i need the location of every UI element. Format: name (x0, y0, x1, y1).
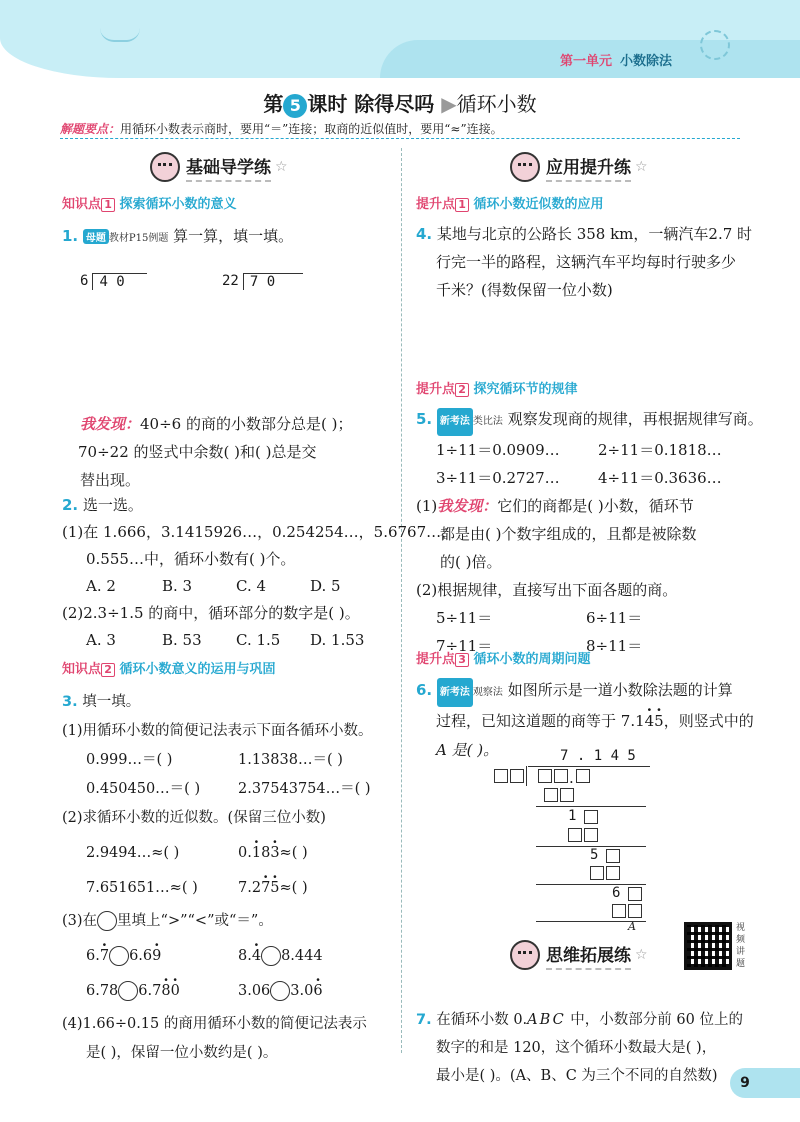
puzzle-label-a: A (628, 920, 636, 933)
section-applied: 应用提升练 ☆ (510, 152, 648, 182)
cartoon-face-icon (510, 940, 540, 970)
improve-point-3: 提升点 3 循环小数的周期问题 (416, 652, 591, 667)
compare-circle-icon (97, 911, 117, 931)
division-2: 22 7 0 (222, 273, 303, 290)
section-extension: 思维拓展练 ☆ (510, 940, 648, 970)
unit-label: 第一单元 小数除法 (560, 54, 673, 69)
knowledge-point-2: 知识点 2 循环小数意义的运用与巩固 (62, 662, 276, 677)
star-icon: ☆ (275, 159, 288, 175)
compare-circle[interactable] (270, 981, 290, 1001)
question-7: 7. 在循环小数 0.ABC 中，小数部分前 60 位上的 数字的和是 120，这个循环小数最大是( )， 最小是( )。(A、B、C 为三个不同的自然数) (416, 1012, 743, 1084)
page-title: 第 5 课时 除得尽吗 ▶循环小数 (263, 92, 537, 116)
puzzle-digit: 6 (612, 885, 621, 901)
question-2: 2. 选一选。 (1)在 1.666，3.1415926…，0.254254…，5.6767…， 0.555…中，循环小数有( )个。 A. 2 B. 3 C. 4 D. 5 (2)2.3÷1.5 的商中，循环部分的数字是( )。 A. 3 B. 53 C. 1.5 D. 1.53 (62, 496, 457, 649)
page-number: 9 (740, 1075, 750, 1091)
question-4: 4. 某地与北京的公路长 358 km，一辆汽车2.7 时 行完一半的路程，这辆汽车平均每时行驶多少 千米？(得数保留一位小数) (416, 225, 753, 299)
puzzle-digit: 5 (590, 847, 599, 863)
question-1: 1. 母题 教材P15例题 算一算，填一填。 (62, 227, 294, 245)
compare-circle[interactable] (118, 981, 138, 1001)
division-1: 6 4 0 (80, 273, 147, 290)
flower-decoration-icon (700, 30, 730, 60)
tip-line: 解题要点：用循环小数表示商时，要用“＝”连接；取商的近似值时，要用“≈”连接。 (60, 122, 503, 136)
improve-point-2: 提升点 2 探究循环节的规律 (416, 382, 578, 397)
qr-code-icon[interactable] (684, 922, 732, 970)
tip-divider (60, 138, 740, 139)
star-icon: ☆ (635, 159, 648, 175)
section-basic: 基础导学练 ☆ (150, 152, 288, 182)
star-icon: ☆ (635, 947, 648, 963)
cartoon-face-icon (150, 152, 180, 182)
cartoon-face-icon (510, 152, 540, 182)
video-label: 视频讲题 (736, 923, 746, 969)
question-3: 3. 填一填。 (1)用循环小数的简便记法表示下面各循环小数。 0.999…＝( ) 1.13838…＝( ) 0.450450…＝( ) 2.37543754…＝( ) (2)求循环小数的近似数。(保留三位小数) 2.9494…≈( ) 0.· 18· 3≈( ) 7.651651…≈( ) 7.2· 7· 5≈( ) (3)在 里填上“>”“<”或“＝”。 6.· 7 6.6· 9 8.· 4 8.444 6.78 6.7· 8· 0 3.06 3.0· 6 (4)1.66÷0.15 的商用循环小数的简便记法表示 是( )，保留一位小数约是( )。 (62, 688, 373, 1068)
compare-circle[interactable] (261, 946, 281, 966)
compare-circle[interactable] (109, 946, 129, 966)
knowledge-point-1: 知识点 1 探索循环小数的意义 (62, 197, 237, 212)
quotient: 7 . 1 4 5 (560, 748, 636, 764)
question-6: 6. 新考法 观察法 如图所示是一道小数除法题的计算 过程，已知这道题的商等于 7.1· 4· 5，则竖式中的 A 是( )。 (416, 676, 754, 765)
division-puzzle: 7 . 1 4 5 . 1 5 6 A (490, 748, 650, 933)
puzzle-digit: 1 (568, 808, 577, 824)
improve-point-1: 提升点 1 循环小数近似数的应用 (416, 197, 604, 212)
finding-1: 我发现：40÷6 的商的小数部分总是( )； 70÷22 的竖式中余数( )和( )总是交 替出现。 (78, 415, 353, 489)
lesson-number: 5 (283, 94, 307, 118)
question-5: 5. 新考法 类比法 观察发现商的规律，再根据规律写商。 1÷11＝0.0909… 2÷11＝0.1818… 3÷11＝0.2727… 4÷11＝0.3636… (1)我发现：它们的商都是( )小数，循环节 都是由( )个数字组成的，且都是被除数 的( )倍。 (2)根据规律，直接写出下面各题的商。 5÷11＝ 6÷11＝ 7÷11＝ 8÷11＝ (416, 410, 763, 655)
